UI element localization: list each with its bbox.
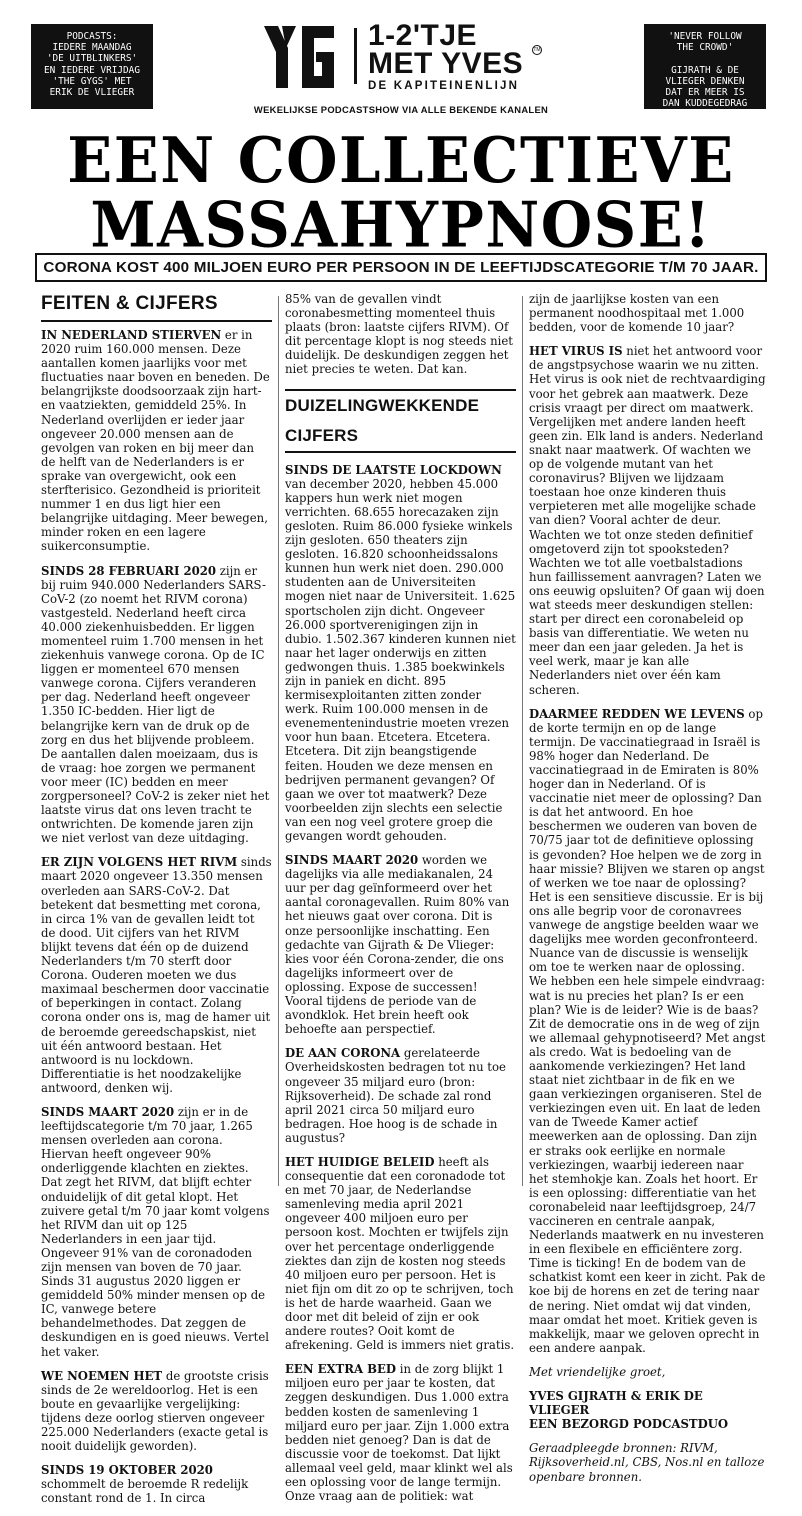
paragraph-text: worden we dagelijks via alle mediakanalen, 24 uur per dag geïnformeerd over het aantal coronagevallen. Ruim 80% van het nieuws gaat over corona. Dit is onze persoonlijke inschatting. Een gedachte van Gijrath & De Vlieger: kies voor één Corona-zender, die ons dagelijks informeert over de oplossing. Expose de successen! Vooral tijdens de periode van de avondklok. Het brein heeft ook behoefte aan perspectief. (285, 853, 510, 1037)
paragraph-text: zijn er bij ruim 940.000 Nederlanders SARS-CoV-2 (zo noemt het RIVM corona) vastgesteld. Nederland heeft circa 40.000 ziekenhuisbedden. Er liggen momenteel ruim 1.700 mensen in het ziekenhuis vanwege corona. Op de IC liggen er momenteel 670 mensen vanwege corona. Cijfers veranderen per dag. Nederland heeft ongeveer 1.350 IC-bedden. Hier ligt de belangrijke kern van de druk op de zorg en dus het blijvende probleem. De aantallen dalen moeizaam, dus is de vraag: hoe zorgen we permanent voor meer (IC) bedden en meer zorgpersoneel? CoV-2 is zeker niet het laatste virus dat ons leven tracht te ontwrichten. De komende jaren zijn we niet verlost van deze uitdaging. (41, 563, 270, 846)
section-title-cijfers: DUIZELINGWEKKENDE CIJFERS (285, 389, 516, 453)
logo (262, 20, 562, 100)
paragraph (41, 328, 272, 554)
paragraph (41, 564, 272, 846)
logo-title: 1-2'TJE MET YVES (368, 19, 524, 80)
paragraph-lead: SINDS 28 FEBRUARI 2020 (41, 563, 217, 578)
paragraph-lead: DAARMEE REDDEN WE LEVENS (529, 706, 745, 721)
paragraph: zijn de jaarlijkse kosten van een permanent noodhospitaal met 1.000 bedden, voor de komende 10 jaar? (529, 292, 745, 335)
section-title-feiten: FEITEN & CIJFERS (41, 292, 272, 322)
paragraph: 85% van de gevallen vindt coronabesmetting momenteel thuis plaats (bron: laatste cijfers RIVM). Of dit percentage klopt is nog steeds niet duidelijk. De deskundigen zeggen het niet precies te weten. Dat kan. (285, 292, 513, 377)
podcast-schedule-box: PODCASTS: IEDERE MAANDAG 'DE UITBLINKERS' EN IEDERE VRIJDAG 'THE GYGS' MET ERIK DE VLIEGER (31, 24, 153, 109)
logo-subtitle: DE KAPITEINENLIJN (368, 80, 520, 92)
paragraph-text: in de zorg blijkt 1 miljoen euro per jaar te kosten, dat zeggen deskundigen. Dus 1.000 extra bedden kosten de samenleving 1 miljard euro per jaar. Zijn 1.000 extra bedden niet genoeg? Dan is dat de discussie voor de toekomst. Dat lijkt allemaal veel geld, maar klinkt wel als een oplossing voor de lange termijn. Onze vraag aan de politiek: wat (285, 1362, 513, 1504)
column-divider (522, 296, 523, 1186)
paragraph-text: schommelt de beroemde R redelijk constant rond de 1. In circa (41, 1477, 249, 1506)
column-3 (529, 292, 766, 1494)
paragraph (285, 1362, 516, 1503)
paragraph-lead: ER ZIJN VOLGENS HET RIVM (41, 855, 238, 870)
logo-separator (354, 28, 357, 84)
paragraph-lead: SINDS MAART 2020 (41, 1104, 175, 1119)
paragraph-lead: HET HUIDIGE BELEID (285, 1154, 435, 1169)
paragraph (41, 1463, 272, 1505)
yg-logo-mark-icon (262, 24, 336, 90)
masthead (0, 0, 802, 120)
paragraph-text: sinds maart 2020 ongeveer 13.350 mensen overleden aan SARS-CoV-2. Dat betekent dat besmetting met corona, in circa 1% van de gevallen leidt tot de dood. Uit cijfers van het RIVM blijkt tevens dat één op de duizend Nederlanders t/m 70 sterft door Corona. Ouderen moeten we dus maximaal beschermen door vaccinatie of beperkingen in contact. Zolang corona onder ons is, mag de hamer uit de beroemde gereedschapskist, niet uit één antwoord bestaan. Het antwoord is nu lockdown. Differentiatie is het noodzakelijke antwoord, denken wij. (41, 855, 272, 1095)
paragraph-lead: SINDS DE LAATSTE LOCKDOWN (285, 462, 502, 477)
paragraph-text: op de korte termijn en op de lange termijn. De vaccinatiegraad in Israël is 98% hoger dan Nederland. De vaccinatiegraad in de Emiraten is 80% hoger dan in Nederland. Of is vaccinatie niet meer de oplossing? Dan is dat het antwoord. En hoe beschermen we ouderen van boven de 70/75 jaar tot de definitieve oplossing is gevonden? Hoe helpen we de zorg in haar missie? Blijven we staren op angst of werken we toe naar de oplossing? Het is een sensitieve discussie. Er is bij ons alle begrip voor de coronavrees vanwege de angstige beelden waar we dagelijks mee worden geconfronteerd. Nuance van de discussie is wenselijk om toe te werken naar de oplossing. We hebben een hele simpele eindvraag: wat is nu precies het plan? Is er een plan? Wie is de leider? Wie is de baas? Zit de democratie ons in de weg of zijn we allemaal gehypnotiseerd? Met angst als credo. Wat is bedoeling van de aankomende verkiezingen? Het land staat niet zichtbaar in de fik en we gaan verkiezingen organiseren. Stel de verkiezingen even uit. En laat de leden van de Tweede Kamer actief meewerken aan de oplossing. Dan zijn er straks ook eerlijke en normale verkiezingen, waarbij iedereen naar het stemhokje kan. Zoals het hoort. Er is een oplossing: differentiatie van het coronabeleid naar leeftijdsgroep, 24/7 vaccineren en centrale aanpak, Nederlands maatwerk en nu investeren in een flexibele en efficiëntere zorg. Time is ticking! En de bodem van de schatkist komt een keer in zicht. Pak de koe bij de horens en zet de tering naar de nering. Niet omdat wij dat vinden, maar omdat het moet. Kritiek geven is makkelijk, maar we geloven oprecht in een andere aanpak. (529, 706, 766, 1355)
paragraph (41, 1369, 272, 1454)
tagline: WEKELIJKSE PODCASTSHOW VIA ALLE BEKENDE KANALEN (253, 104, 549, 115)
paragraph (285, 463, 516, 844)
headline: EEN COLLECTIEVE MASSAHYPNOSE! (67, 123, 735, 262)
paragraph-text: de grootste crisis sinds de 2e wereldoorlog. Het is een boute en gevaarlijke vergelijking: tijdens deze oorlog stierven ongeveer 225.000 Nederlanders (exacte getal is nooit duidelijk geworden). (41, 1368, 269, 1454)
paragraph-text: niet het antwoord voor de angstpsychose waarin we nu zitten. Het virus is ook niet de rechtvaardiging voor het gebrek aan maatwerk. Deze crisis vraagt per direct om maatwerk. Vergelijken met andere landen heeft geen zin. Elk land is anders. Nederland snakt naar maatwerk. Of wachten we op de volgende mutant van het coronavirus? Blijven we lijdzaam toestaan hoe onze kinderen thuis verpieteren met alle mogelijke schade van dien? Vooral achter de deur. Wachten we tot onze steden definitief omgetoverd zijn tot spooksteden? Wachten we tot alle voetbalstadions hun faillissement aanvragen? Laten we ons eeuwig opsluiten? Of gaan wij doen wat steeds meer deskundigen stellen: start per direct een coronabeleid op basis van differentiatie. We weten nu meer dan een jaar geleden. Ja het is veel werk, maar je kan alle Nederlanders niet over één kam scheren. (529, 344, 766, 697)
paragraph (529, 344, 766, 696)
paragraph-lead: SINDS MAART 2020 (285, 853, 419, 868)
subheadline: CORONA KOST 400 MILJOEN EURO PER PERSOON IN DE LEEFTIJDSCATEGORIE T/M 70 JAAR. (35, 253, 767, 282)
paragraph-text: zijn er in de leeftijdscategorie t/m 70 jaar, 1.265 mensen overleden aan corona. Hiervan heeft ongeveer 90% onderliggende klachten en ziektes. Dat zegt het RIVM, dat blijft echter onduidelijk of dit getal klopt. Het zuivere getal t/m 70 jaar komt volgens het RIVM dan uit op 125 Nederlanders in een jaar tijd. Ongeveer 91% van de coronadoden zijn mensen van boven de 70 jaar. Sinds 31 augustus 2020 liggen er gemiddeld 50% minder mensen op de IC, vanwege betere behandelmethodes. Dat zeggen de deskundigen en is goed nieuws. Vertel het vaker. (41, 1104, 270, 1359)
paragraph-text: er in 2020 ruim 160.000 mensen. Deze aantallen komen jaarlijks voor met fluctuaties naar boven en beneden. De belangrijkste doodsoorzaak zijn hart- en vaatziekten, gemiddeld 25%. In Nederland overlijden er ieder jaar ongeveer 20.000 mensen aan de gevolgen van roken en bij meer dan de helft van de Nederlanders is er sprake van overgewicht, ook een sterfterisico. Gezondheid is prioriteit nummer 1 en dus ligt hier een belangrijke uitdaging. Meer bewegen, minder roken en een lagere suikerconsumptie. (41, 328, 270, 554)
paragraph-lead: SINDS 19 OKTOBER 2020 (41, 1463, 213, 1478)
paragraph-lead: HET VIRUS IS (529, 344, 623, 359)
trademark-icon: TM (533, 47, 541, 53)
closing: Met vriendelijke groet, (529, 1364, 666, 1379)
paragraph-text: van december 2020, hebben 45.000 kappers hun werk niet mogen verrichten. 68.655 horecazaken zijn gesloten. Ruim 86.000 fysieke winkels zijn gesloten. 650 theaters zijn gesloten. 16.820 schoonheidssalons kunnen hun werk niet doen. 290.000 studenten aan de Universiteiten mogen niet naar de Universiteit. 1.625 sportscholen zijn dicht. Ongeveer 26.000 sportverenigingen zijn in dubio. 1.502.367 kinderen kunnen niet naar het lager onderwijs en zitten gedwongen thuis. 1.385 boekwinkels zijn in paniek en dicht. 895 kermisexploitanten zitten zonder werk. Ruim 100.000 mensen in de evenementenindustrie moeten vrezen voor hun baan. Etcetera. Etcetera. Etcetera. Dit zijn beangstigende feiten. Houden we deze mensen en bedrijven permanent gevangen? Of gaan we over tot maatwerk? Deze voorbeelden zijn slechts een selectie van een nog veel grotere groep die gevangen wordt gehouden. (285, 476, 516, 843)
sources: Geraadpleegde bronnen: RIVM, Rijksoverheid.nl, CBS, Nos.nl en talloze openbare bronnen. (529, 1441, 765, 1484)
paragraph-lead: EEN EXTRA BED (285, 1362, 397, 1377)
column-divider (278, 296, 279, 1186)
column-2 (285, 292, 516, 1513)
paragraph (41, 1105, 272, 1359)
paragraph (41, 855, 272, 1095)
paragraph (285, 1046, 516, 1145)
motto-box: 'NEVER FOLLOW THE CROWD' GIJRATH & DE VLIEGER DENKEN DAT ER MEER IS DAN KUDDEGEDRAG (644, 24, 766, 109)
paragraph-lead: DE AAN CORONA (285, 1046, 401, 1061)
signature: YVES GIJRATH & ERIK DE VLIEGER EEN BEZORGD PODCASTDUO (529, 1389, 729, 1432)
paragraph-lead: WE NOEMEN HET (41, 1368, 163, 1383)
paragraph-text: heeft als consequentie dat een coronadode tot en met 70 jaar, de Nederlandse samenleving media april 2021 ongeveer 400 miljoen euro per persoon kost. Mochten er twijfels zijn over het percentage onderliggende ziektes dan zijn de kosten nog steeds 40 miljoen euro per persoon. Het is niet fijn om dit zo op te schrijven, toch is het de harde waarheid. Gaan we door met dit beleid of zijn er ook andere routes? Ooit komt de afrekening. Geld is immers niet gratis. (285, 1154, 515, 1353)
paragraph-text: gerelateerde Overheidskosten bedragen tot nu toe ongeveer 35 miljard euro (bron: Rijksoverheid). De schade zal rond april 2021 circa 50 miljard euro bedragen. Hoe hoog is de schade in augustus? (285, 1046, 506, 1145)
paragraph (285, 1155, 516, 1352)
paragraph (285, 853, 516, 1036)
column-1 (41, 292, 272, 1516)
paragraph (529, 707, 766, 1355)
paragraph-lead: IN NEDERLAND STIERVEN (41, 328, 222, 342)
